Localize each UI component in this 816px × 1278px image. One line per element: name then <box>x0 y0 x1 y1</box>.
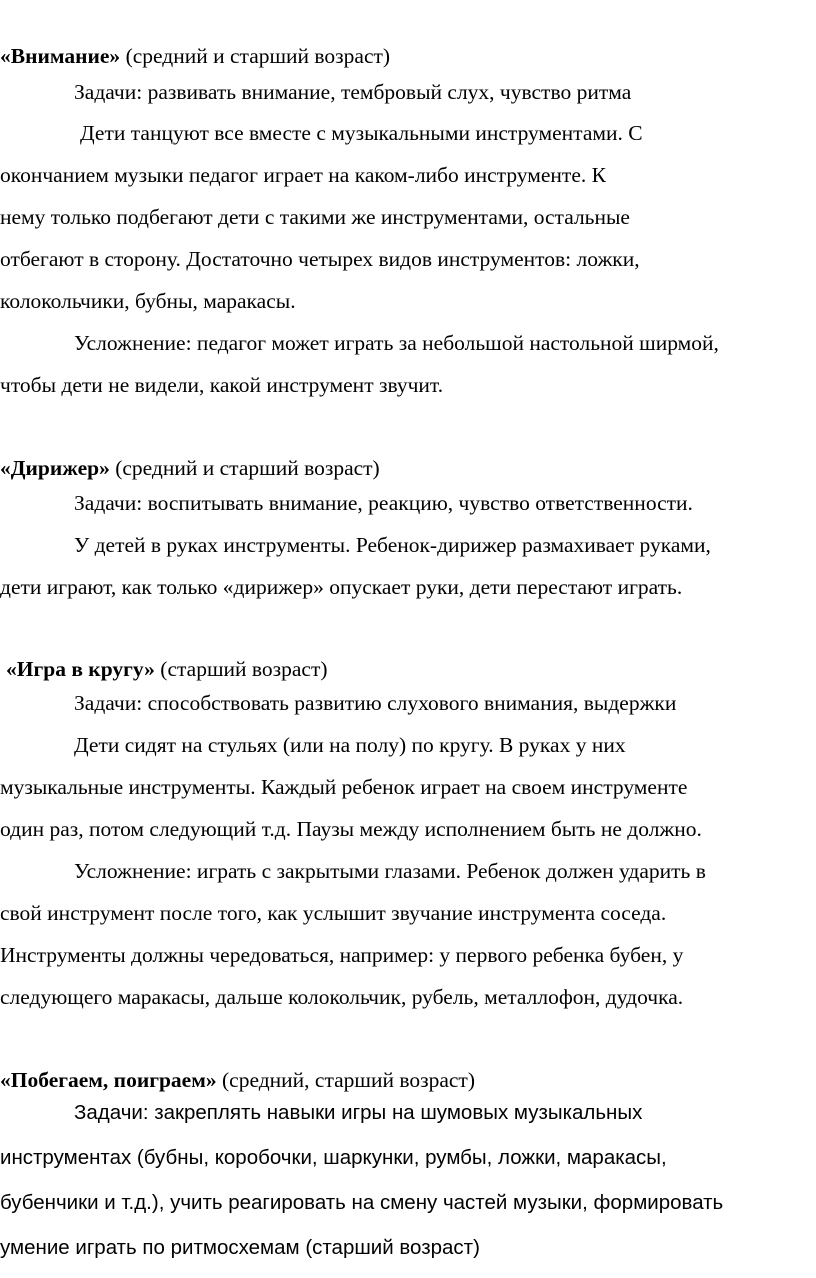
paragraph-line: свой инструмент после того, как услышит звучание инструмента соседа. <box>0 901 667 925</box>
section-task: Задачи: воспитывать внимание, реакцию, чувство ответственности. <box>74 491 693 515</box>
section-title: «Игра в кругу» <box>6 657 155 681</box>
paragraph-line: чтобы дети не видели, какой инструмент звучит. <box>0 373 444 397</box>
section-title: «Внимание» <box>0 44 121 68</box>
paragraph-line: Усложнение: играть с закрытыми глазами. Ребенок должен ударить в <box>74 859 706 883</box>
paragraph-line: нему только подбегают дети с такими же инструментами, остальные <box>0 205 630 229</box>
paragraph-line: умение играть по ритмосхемам (старший возраст) <box>0 1236 480 1259</box>
paragraph-line: Усложнение: педагог может играть за небольшой настольной ширмой, <box>74 331 719 355</box>
paragraph-line: инструментах (бубны, коробочки, шаркунки, румбы, ложки, маракасы, <box>0 1146 667 1169</box>
paragraph-line: отбегают в сторону. Достаточно четырех видов инструментов: ложки, <box>0 247 640 271</box>
paragraph-line: дети играют, как только «дирижер» опускает руки, дети перестают играть. <box>0 575 683 599</box>
section-title: «Побегаем, поиграем» <box>0 1068 217 1092</box>
section-age: (средний и старший возраст) <box>120 44 391 68</box>
paragraph-line: У детей в руках инструменты. Ребенок-дирижер размахивает руками, <box>74 533 711 557</box>
section-heading-dirizher <box>0 455 380 481</box>
section-task: Задачи: развивать внимание, тембровый слух, чувство ритма <box>74 80 632 104</box>
section-age: (средний, старший возраст) <box>216 1068 475 1092</box>
section-task: Задачи: закреплять навыки игры на шумовых музыкальных <box>74 1101 643 1124</box>
paragraph-line: музыкальные инструменты. Каждый ребенок играет на своем инструменте <box>0 775 688 799</box>
section-heading-vnimanie <box>0 43 390 69</box>
paragraph-line: один раз, потом следующий т.д. Паузы между исполнением быть не должно. <box>0 817 702 841</box>
section-age: (старший возраст) <box>154 657 328 681</box>
paragraph-line: Инструменты должны чередоваться, например: у первого ребенка бубен, у <box>0 943 684 967</box>
paragraph-line: следующего маракасы, дальше колокольчик, рубель, металлофон, дудочка. <box>0 985 684 1009</box>
section-title: «Дирижер» <box>0 456 110 480</box>
paragraph-line: бубенчики и т.д.), учить реагировать на смену частей музыки, формировать <box>0 1191 724 1214</box>
paragraph-line: Дети танцуют все вместе с музыкальными инструментами. С <box>80 121 643 145</box>
paragraph-line: окончанием музыки педагог играет на каком-либо инструменте. К <box>0 163 606 187</box>
paragraph-line: Дети сидят на стульях (или на полу) по кругу. В руках у них <box>74 733 626 757</box>
section-age: (средний и старший возраст) <box>109 456 380 480</box>
section-task: Задачи: способствовать развитию слухового внимания, выдержки <box>74 691 677 715</box>
section-heading-pobegaem <box>0 1067 475 1093</box>
section-heading-igra-v-krugu <box>6 656 328 682</box>
paragraph-line: колокольчики, бубны, маракасы. <box>0 289 296 313</box>
